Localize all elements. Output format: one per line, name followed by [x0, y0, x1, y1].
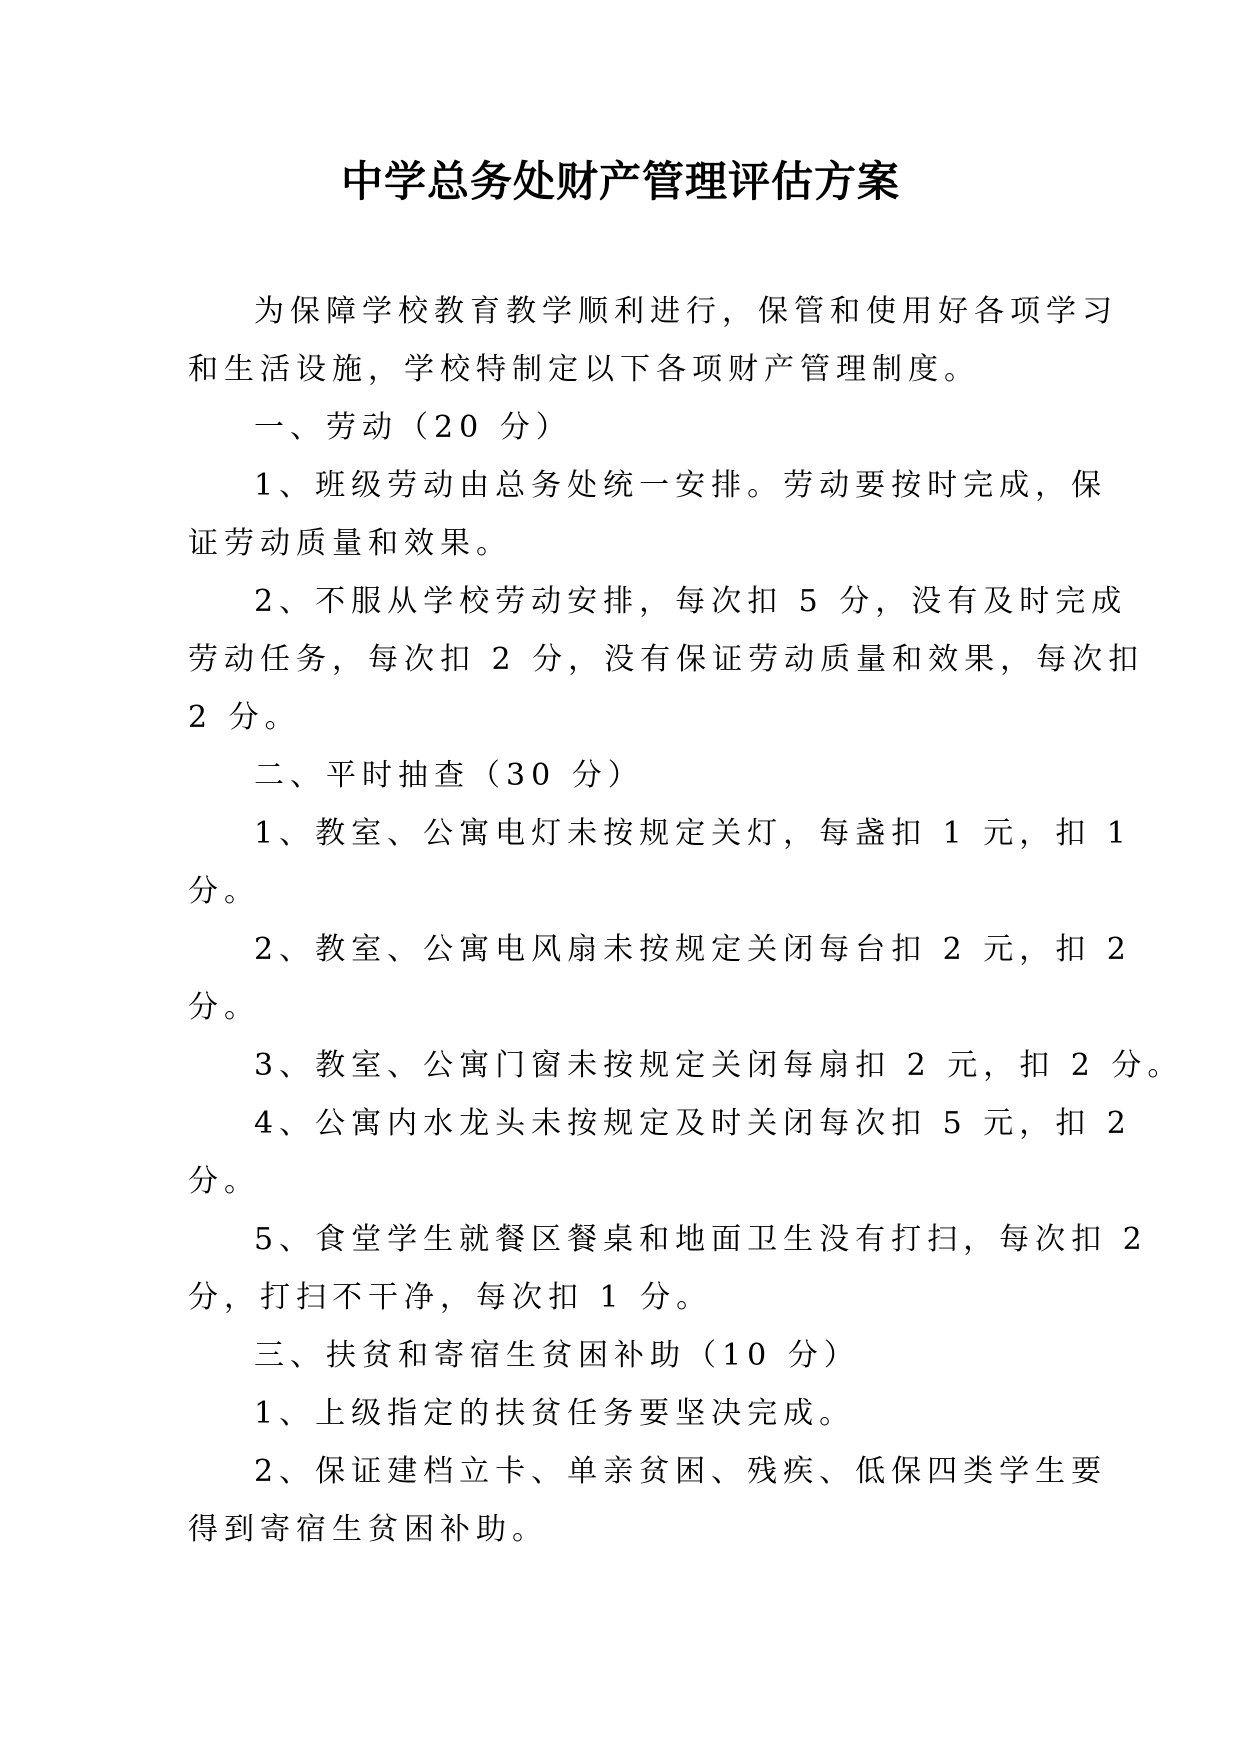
- paragraph-line: 2、教室、公寓电风扇未按规定关闭每台扣 2 元，扣 2: [254, 932, 1132, 967]
- paragraph-line: 2、保证建档立卡、单亲贫困、残疾、低保四类学生要: [254, 1454, 1108, 1489]
- paragraph-line: 1、上级指定的扶贫任务要坚决完成。: [254, 1396, 856, 1431]
- paragraph-line: 1、班级劳动由总务处统一安排。劳动要按时完成，保: [254, 468, 1108, 503]
- paragraph-line: 1、教室、公寓电灯未按规定关灯，每盏扣 1 元，扣 1: [254, 816, 1132, 851]
- paragraph-line: 分，打扫不干净，每次扣 1 分。: [188, 1280, 713, 1315]
- paragraph-line: 4、公寓内水龙头未按规定及时关闭每次扣 5 元，扣 2: [254, 1106, 1132, 1141]
- document-body: [188, 283, 1184, 1559]
- paragraph-line: 2 分。: [188, 700, 301, 735]
- paragraph-line: 劳动任务，每次扣 2 分，没有保证劳动质量和效果，每次扣: [188, 642, 1145, 677]
- paragraph-line: 3、教室、公寓门窗未按规定关闭每扇扣 2 元，扣 2 分。: [254, 1048, 1184, 1083]
- section-heading: 三、扶贫和寄宿生贫困补助（10 分）: [254, 1338, 860, 1373]
- document-title: 中学总务处财产管理评估方案: [340, 157, 900, 206]
- paragraph-line: 和生活设施，学校特制定以下各项财产管理制度。: [188, 352, 980, 387]
- paragraph-line: 为保障学校教育教学顺利进行，保管和使用好各项学习: [254, 294, 1118, 329]
- paragraph-line: 分。: [188, 990, 260, 1025]
- paragraph-line: 5、食堂学生就餐区餐桌和地面卫生没有打扫，每次扣 2: [254, 1222, 1148, 1257]
- paragraph-line: 得到寄宿生贫困补助。: [188, 1512, 548, 1547]
- section-heading: 一、劳动（20 分）: [254, 410, 572, 445]
- paragraph-line: 2、不服从学校劳动安排，每次扣 5 分，没有及时完成: [254, 584, 1128, 619]
- paragraph-line: 分。: [188, 1164, 260, 1199]
- paragraph-line: 分。: [188, 874, 260, 909]
- section-heading: 二、平时抽查（30 分）: [254, 758, 644, 793]
- paragraph-line: 证劳动质量和效果。: [188, 526, 512, 561]
